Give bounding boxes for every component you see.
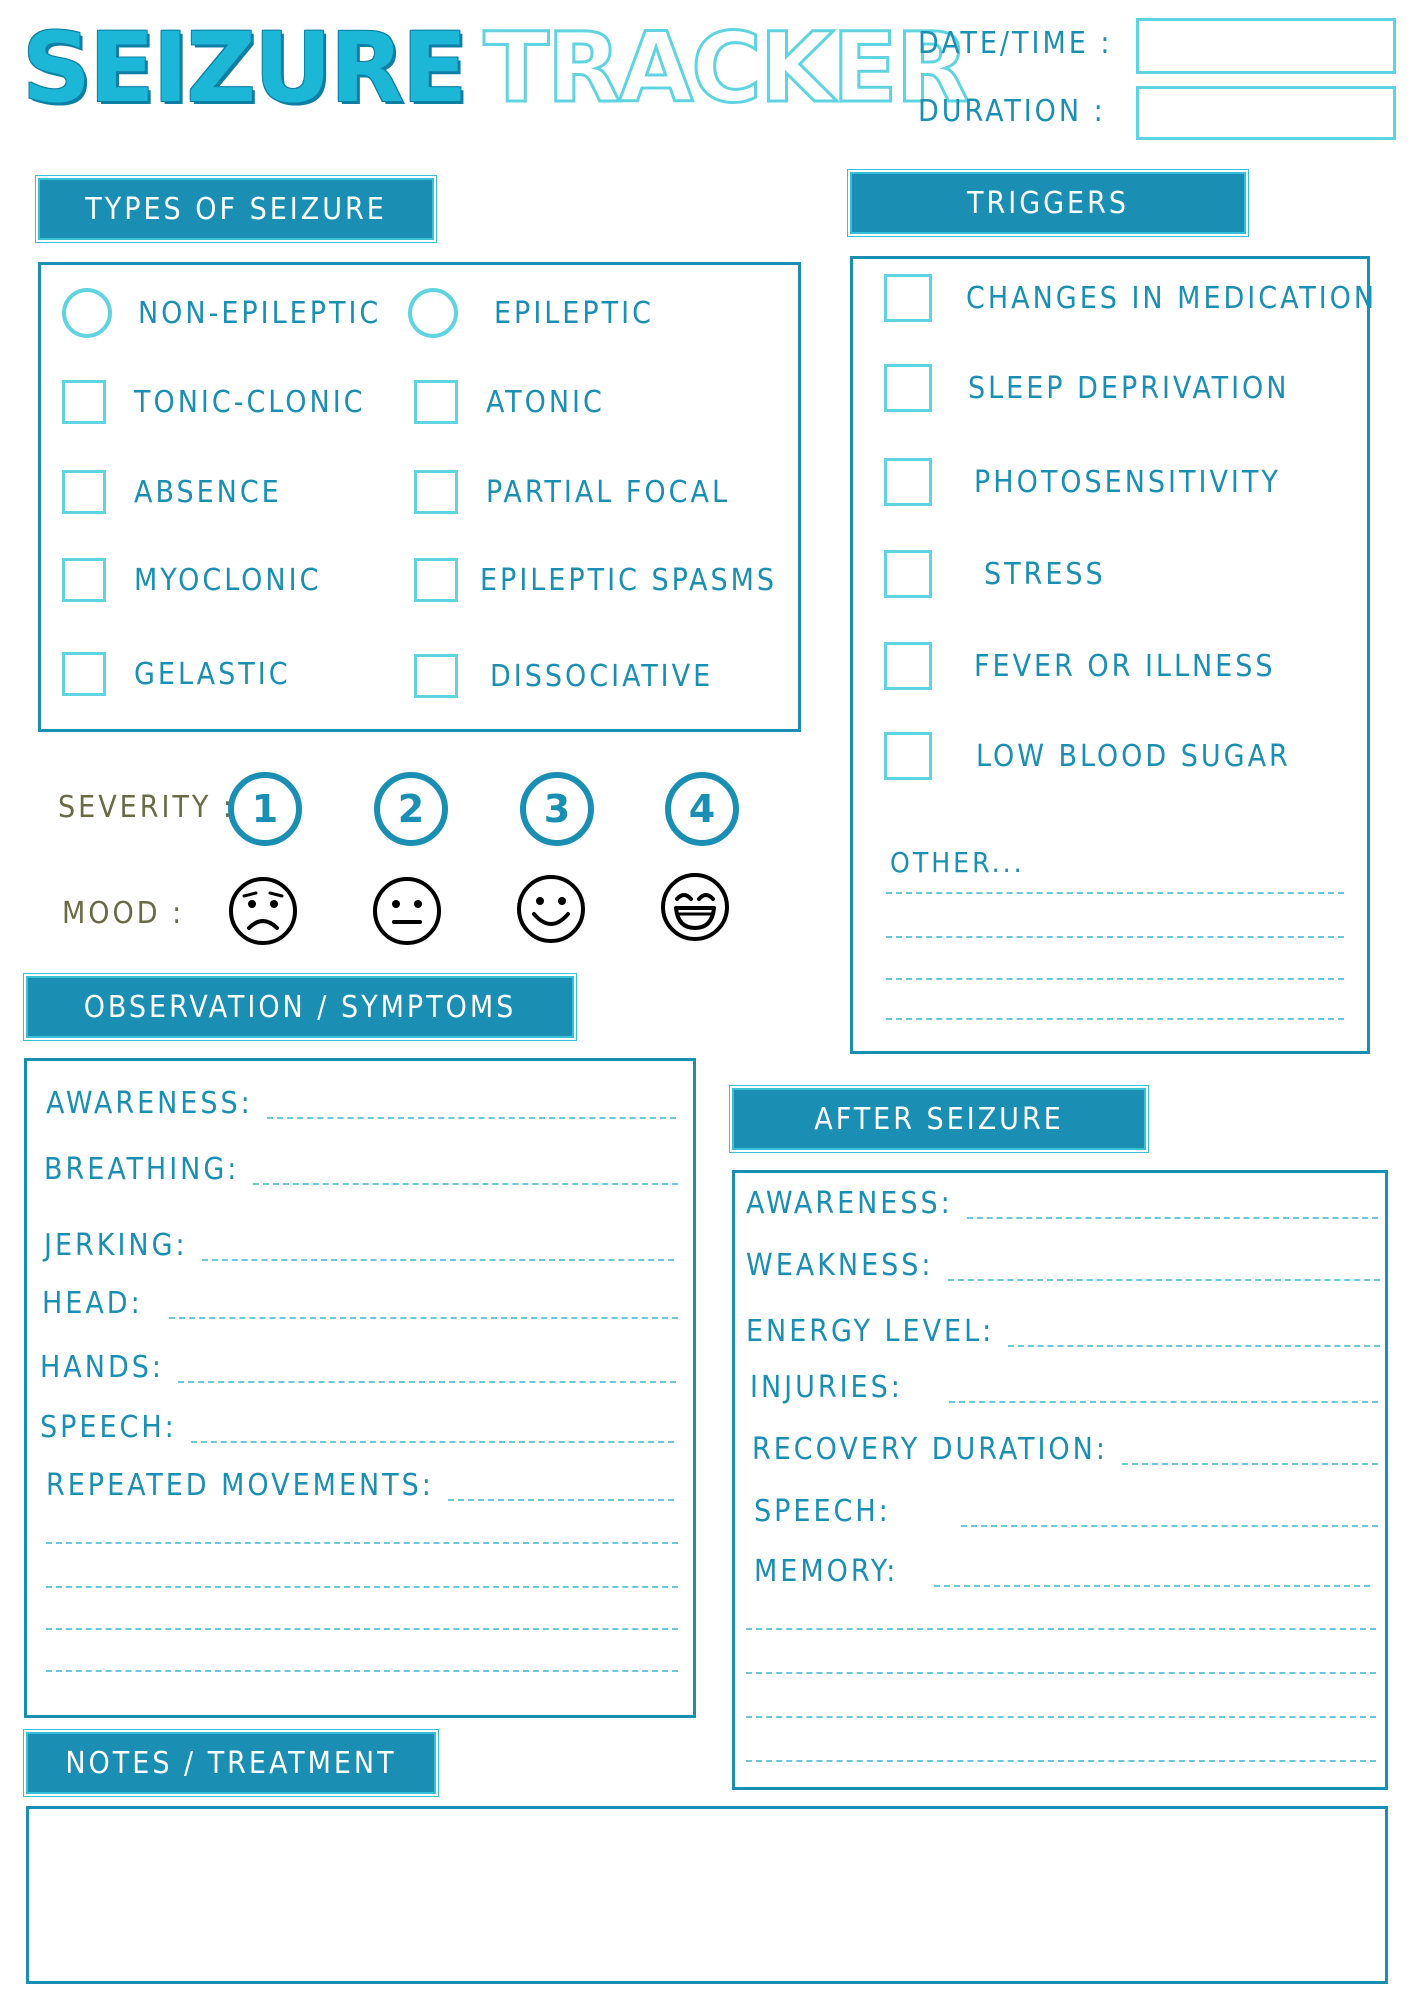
obs-hands-field[interactable]: HANDS: [40, 1350, 676, 1385]
severity-3[interactable]: 3 [520, 772, 594, 846]
smile-face-icon[interactable] [516, 874, 586, 944]
severity-4[interactable]: 4 [665, 772, 739, 846]
option-absence[interactable]: ABSENCE [62, 470, 282, 514]
after-extra-line[interactable] [746, 1628, 1376, 1630]
obs-head-field[interactable]: HEAD: [42, 1286, 678, 1321]
option-gelastic[interactable]: GELASTIC [62, 652, 291, 696]
option-myoclonic[interactable]: MYOCLONIC [62, 558, 321, 602]
sad-face-icon[interactable] [228, 876, 298, 946]
severity-label: SEVERITY : [58, 790, 236, 825]
observation-heading: OBSERVATION / SYMPTOMS [26, 976, 574, 1038]
page-title [22, 12, 968, 124]
option-epileptic-spasms[interactable]: EPILEPTIC SPASMS [414, 558, 777, 602]
checkbox[interactable] [414, 654, 458, 698]
mood-label: MOOD : [62, 896, 185, 931]
severity-2[interactable]: 2 [374, 772, 448, 846]
laugh-face-icon[interactable] [660, 872, 730, 942]
trigger-stress[interactable]: STRESS [884, 550, 1106, 598]
obs-awareness-field[interactable]: AWARENESS: [46, 1086, 676, 1121]
trigger-low-blood-sugar[interactable]: LOW BLOOD SUGAR [884, 732, 1291, 780]
duration-label: DURATION : [918, 94, 1106, 129]
option-partial-focal[interactable]: PARTIAL FOCAL [414, 470, 730, 514]
option-epileptic[interactable]: EPILEPTIC [408, 288, 654, 338]
obs-jerking-field[interactable]: JERKING: [44, 1228, 674, 1263]
trigger-other-label: OTHER... [890, 846, 1025, 879]
obs-extra-line[interactable] [46, 1628, 678, 1630]
trigger-changes-in-medication[interactable]: CHANGES IN MEDICATION [884, 274, 1377, 322]
after-extra-line[interactable] [746, 1760, 1376, 1762]
types-of-seizure-heading: TYPES OF SEIZURE [38, 178, 434, 240]
checkbox[interactable] [884, 274, 932, 322]
after-memory-field[interactable]: MEMORY: [754, 1554, 1370, 1589]
after-injuries-field[interactable]: INJURIES: [750, 1370, 1378, 1405]
date-time-label: DATE/TIME : [918, 26, 1113, 61]
after-seizure-heading: AFTER SEIZURE [732, 1088, 1146, 1150]
option-tonic-clonic[interactable]: TONIC-CLONIC [62, 380, 366, 424]
obs-breathing-field[interactable]: BREATHING: [44, 1152, 678, 1187]
radio-icon[interactable] [408, 288, 458, 338]
after-energy-level-field[interactable]: ENERGY LEVEL: [746, 1314, 1380, 1349]
obs-extra-line[interactable] [46, 1586, 678, 1588]
option-atonic[interactable]: ATONIC [414, 380, 605, 424]
checkbox[interactable] [884, 458, 932, 506]
trigger-photosensitivity[interactable]: PHOTOSENSITIVITY [884, 458, 1281, 506]
obs-extra-line[interactable] [46, 1670, 678, 1672]
after-speech-field[interactable]: SPEECH: [754, 1494, 1378, 1529]
checkbox[interactable] [414, 470, 458, 514]
severity-1[interactable]: 1 [228, 772, 302, 846]
notes-heading: NOTES / TREATMENT [26, 1732, 436, 1794]
other-line[interactable] [886, 892, 1344, 894]
checkbox[interactable] [884, 550, 932, 598]
notes-area[interactable] [26, 1806, 1388, 1984]
option-non-epileptic[interactable]: NON-EPILEPTIC [62, 288, 381, 338]
after-extra-line[interactable] [746, 1672, 1376, 1674]
checkbox[interactable] [62, 470, 106, 514]
checkbox[interactable] [414, 380, 458, 424]
checkbox[interactable] [62, 380, 106, 424]
other-line[interactable] [886, 936, 1344, 938]
option-dissociative[interactable]: DISSOCIATIVE [414, 654, 713, 698]
after-extra-line[interactable] [746, 1716, 1376, 1718]
title-tracker: TRACKER [483, 12, 968, 124]
duration-field[interactable] [1136, 86, 1396, 140]
date-time-field[interactable] [1136, 18, 1396, 74]
obs-speech-field[interactable]: SPEECH: [40, 1410, 674, 1445]
neutral-face-icon[interactable] [372, 876, 442, 946]
after-recovery-duration-field[interactable]: RECOVERY DURATION: [752, 1432, 1378, 1467]
obs-repeated-movements-field[interactable]: REPEATED MOVEMENTS: [46, 1468, 674, 1503]
checkbox[interactable] [414, 558, 458, 602]
other-line[interactable] [886, 1018, 1344, 1020]
other-line[interactable] [886, 978, 1344, 980]
trigger-sleep-deprivation[interactable]: SLEEP DEPRIVATION [884, 364, 1289, 412]
triggers-heading: TRIGGERS [850, 172, 1246, 234]
radio-icon[interactable] [62, 288, 112, 338]
checkbox[interactable] [884, 364, 932, 412]
after-awareness-field[interactable]: AWARENESS: [746, 1186, 1378, 1221]
title-seizure: SEIZURE [22, 12, 466, 124]
obs-extra-line[interactable] [46, 1542, 678, 1544]
checkbox[interactable] [62, 558, 106, 602]
trigger-fever-or-illness[interactable]: FEVER OR ILLNESS [884, 642, 1276, 690]
checkbox[interactable] [884, 642, 932, 690]
checkbox[interactable] [884, 732, 932, 780]
after-weakness-field[interactable]: WEAKNESS: [746, 1248, 1380, 1283]
checkbox[interactable] [62, 652, 106, 696]
